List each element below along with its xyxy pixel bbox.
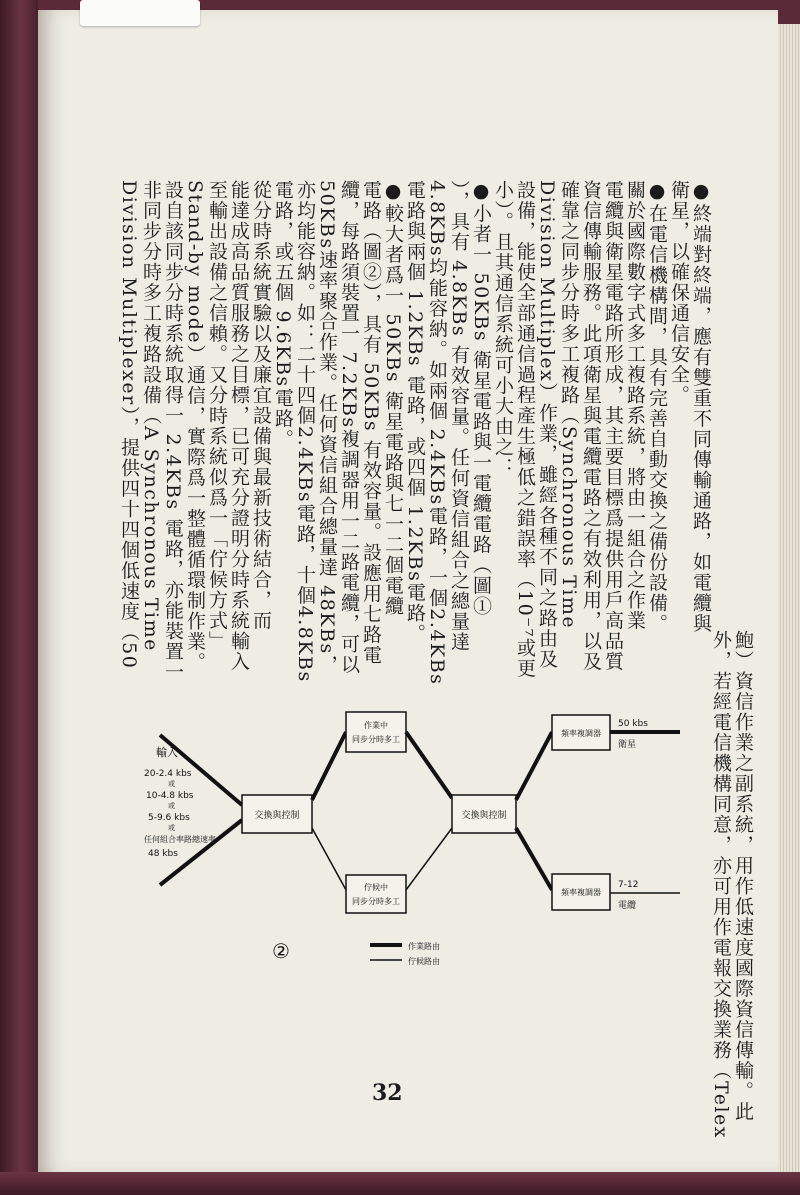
upper-text-block [118,180,712,686]
bottom-output-medium: 電纜 [618,901,637,911]
top-tdm-line1: 作業中 [364,721,388,730]
input-rate: 或 [168,802,175,810]
bottom-modem-label: 頻率複調器 [561,888,601,897]
text-column: 小）。且其通信系統可小大由之： [492,180,514,478]
left-switch-label: 交換與控制 [254,811,300,821]
lower-text-block [710,630,754,1139]
text-column: Division Multiplex）作業，雖經各種不同之路由及 [536,180,558,670]
work-route-to-top-modem [516,732,552,800]
legend-standby-label: 佇候路由 [408,957,440,966]
text-column: Division Multiplexer），提供四十四個低速度（50 [118,180,140,670]
bottom-tdm-line2: 同步分時多工 [352,897,400,906]
text-column: 確靠之同步分時多工複路（Synchronous Time [558,180,580,630]
text-column: 鮑）資信作業之副系統，用作低速度國際資信傳輸。此 [732,630,754,1122]
text-column: 至輸出設備之信賴。又分時系統似爲一「佇候方式」 [206,180,228,652]
standby-route-right-up [406,828,452,890]
text-column: 能達成高品質服務之目標，已可充分證明分時系統輸入 [228,180,250,672]
work-route-to-bottom-modem [516,828,552,890]
text-column: 電路（圖②），具有 50KBs 有效容量。設應用七路電 [360,180,382,666]
text-column: 從分時系統實驗以及廉宜設備與最新技術結合，而 [250,180,272,631]
text-column: ●小者一 50KBs 衛星電路與一電纜電路（圖① [470,180,492,617]
text-column: 亦均能容納。如：二十四個2.4KBs電路，十個4.8KBs [294,180,316,683]
text-column: 衛星，以確保通信安全。 [668,180,690,406]
text-column: ●終端對終端，應有雙重不同傳輸通路，如電纜與 [690,180,712,634]
work-route-left-up [312,732,346,800]
text-column: 電纜與衛星電路所形成，其主要目標爲提供用戶高品質 [602,180,624,672]
text-column: 50KBs速率聚合作業。任何資信組合總量達 48KBs， [316,180,338,676]
text-column: ●較大者爲一 50KBs 衛星電路與七一二個電纜 [382,180,404,617]
book-binding [0,0,38,1195]
text-column: 電路，或五個 9.6KBs電路。 [272,180,294,450]
page-number: 32 [372,1080,403,1106]
input-rate: 或 [168,824,175,832]
top-tdm-box [346,712,406,752]
figure-label: ② [272,939,290,963]
page-edge [778,24,800,1172]
tdm-diagram [140,690,700,990]
tape-strip [80,0,200,26]
text-column: 外，若經電信機構同意，亦可用作電報交換業務（Telex [710,630,732,1139]
work-route-right-down [406,732,452,798]
text-column: Stand-by mode）通信，實際爲一整體循環制作業。 [184,180,206,673]
text-column: 設備，能使全部通信過程產生極低之錯誤率（10⁻⁷或更 [514,180,536,679]
input-rate: 48 kbs [148,849,178,859]
text-column: 關於國際數字式多工複路系統，將由一組合之作業 [624,180,646,631]
bottom-output-rate: 7-12 [618,880,639,890]
text-column: ●在電信機構間，具有完善自動交換之備份設備。 [646,180,668,634]
input-rate: 20-2.4 kbs [144,769,192,779]
text-column: 纜，每路須裝置一 7.2KBs複調器用一二路電纜，可以 [338,180,360,675]
top-modem-label: 頻率複調器 [561,729,601,738]
text-column: ），具有 4.8KBs 有效容量。任何資信組合之總量達 [448,180,470,653]
top-tdm-line2: 同步分時多工 [352,735,400,744]
text-column: 非同步分時多工複路設備（A Synchronous Time [140,180,162,652]
input-rate: 或 [168,780,175,788]
standby-route-left-down [312,828,346,890]
input-title: 輸入 [156,746,178,759]
legend-working-label: 作業路由 [408,942,440,951]
bottom-tdm-box [346,875,406,913]
bottom-tdm-line1: 佇候中 [364,883,388,892]
text-column: 4.8KBs均能容納。如兩個 2.4KBs電路，一個2.4KBs [426,180,448,686]
input-rate: 10-4.8 kbs [146,791,194,801]
input-rate: 任何組合率路總速率 [144,835,216,844]
text-column: 電路與兩個 1.2KBs 電路，或四個 1.2KBs電路。 [404,180,426,644]
input-rate: 5-9.6 kbs [148,813,190,823]
text-column: 資信傳輸服務。此項衛星與電纜電路之有效利用，以及 [580,180,602,672]
right-switch-label: 交換與控制 [461,811,507,821]
text-column: 設自該同步分時系統取得一 2.4KBs 電路，亦能裝置一 [162,180,184,683]
cover-bottom [0,1172,800,1195]
top-output-medium: 衛星 [618,740,637,750]
top-output-rate: 50 kbs [618,719,648,729]
